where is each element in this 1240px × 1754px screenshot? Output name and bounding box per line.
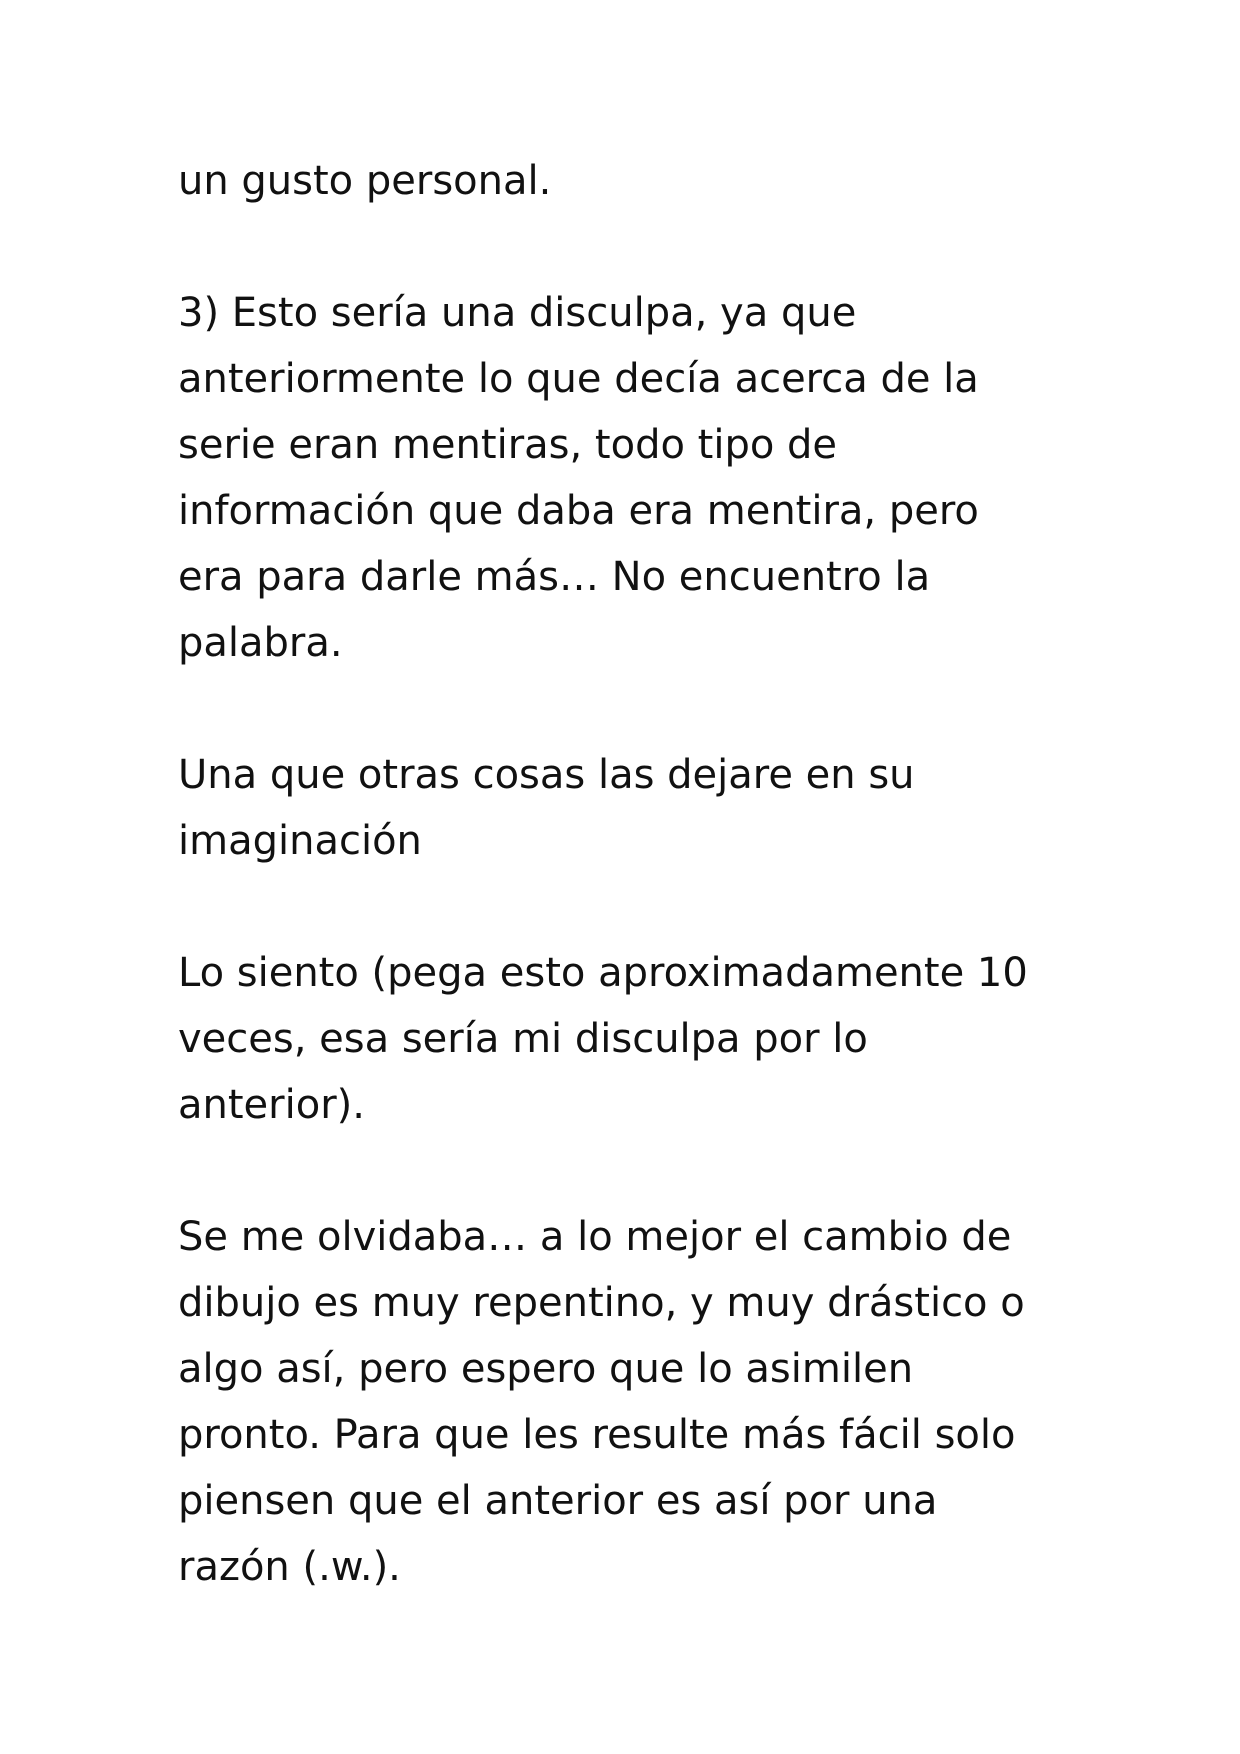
text-line: palabra. [178,620,343,666]
text-line: pronto. Para que les resulte más fácil solo [178,1412,1016,1458]
paragraph-4 [178,940,1098,1138]
text-line: dibujo es muy repentino, y muy drástico o [178,1280,1025,1326]
text-line: Lo siento (pega esto aproximadamente 10 [178,950,1028,996]
text-line: 3) Esto sería una disculpa, ya que [178,290,857,336]
text-line: información que daba era mentira, pero [178,488,979,534]
text-line: era para darle más… No encuentro la [178,554,931,600]
paragraph-1 [178,148,1098,214]
text-line: algo así, pero espero que lo asimilen [178,1346,914,1392]
paragraph-5 [178,1204,1098,1600]
text-line: anteriormente lo que decía acerca de la [178,356,979,402]
document-body [178,148,1098,1666]
text-line: anterior). [178,1082,365,1128]
text-line: veces, esa sería mi disculpa por lo [178,1016,868,1062]
paragraph-3 [178,742,1098,874]
text-line: serie eran mentiras, todo tipo de [178,422,838,468]
text-line: Una que otras cosas las dejare en su [178,752,915,798]
text-line: piensen que el anterior es así por una [178,1478,938,1524]
paragraph-2 [178,280,1098,676]
text-line: razón (.w.). [178,1544,401,1590]
text-line: imaginación [178,818,422,864]
text-line: un gusto personal. [178,158,552,204]
text-line: Se me olvidaba… a lo mejor el cambio de [178,1214,1012,1260]
